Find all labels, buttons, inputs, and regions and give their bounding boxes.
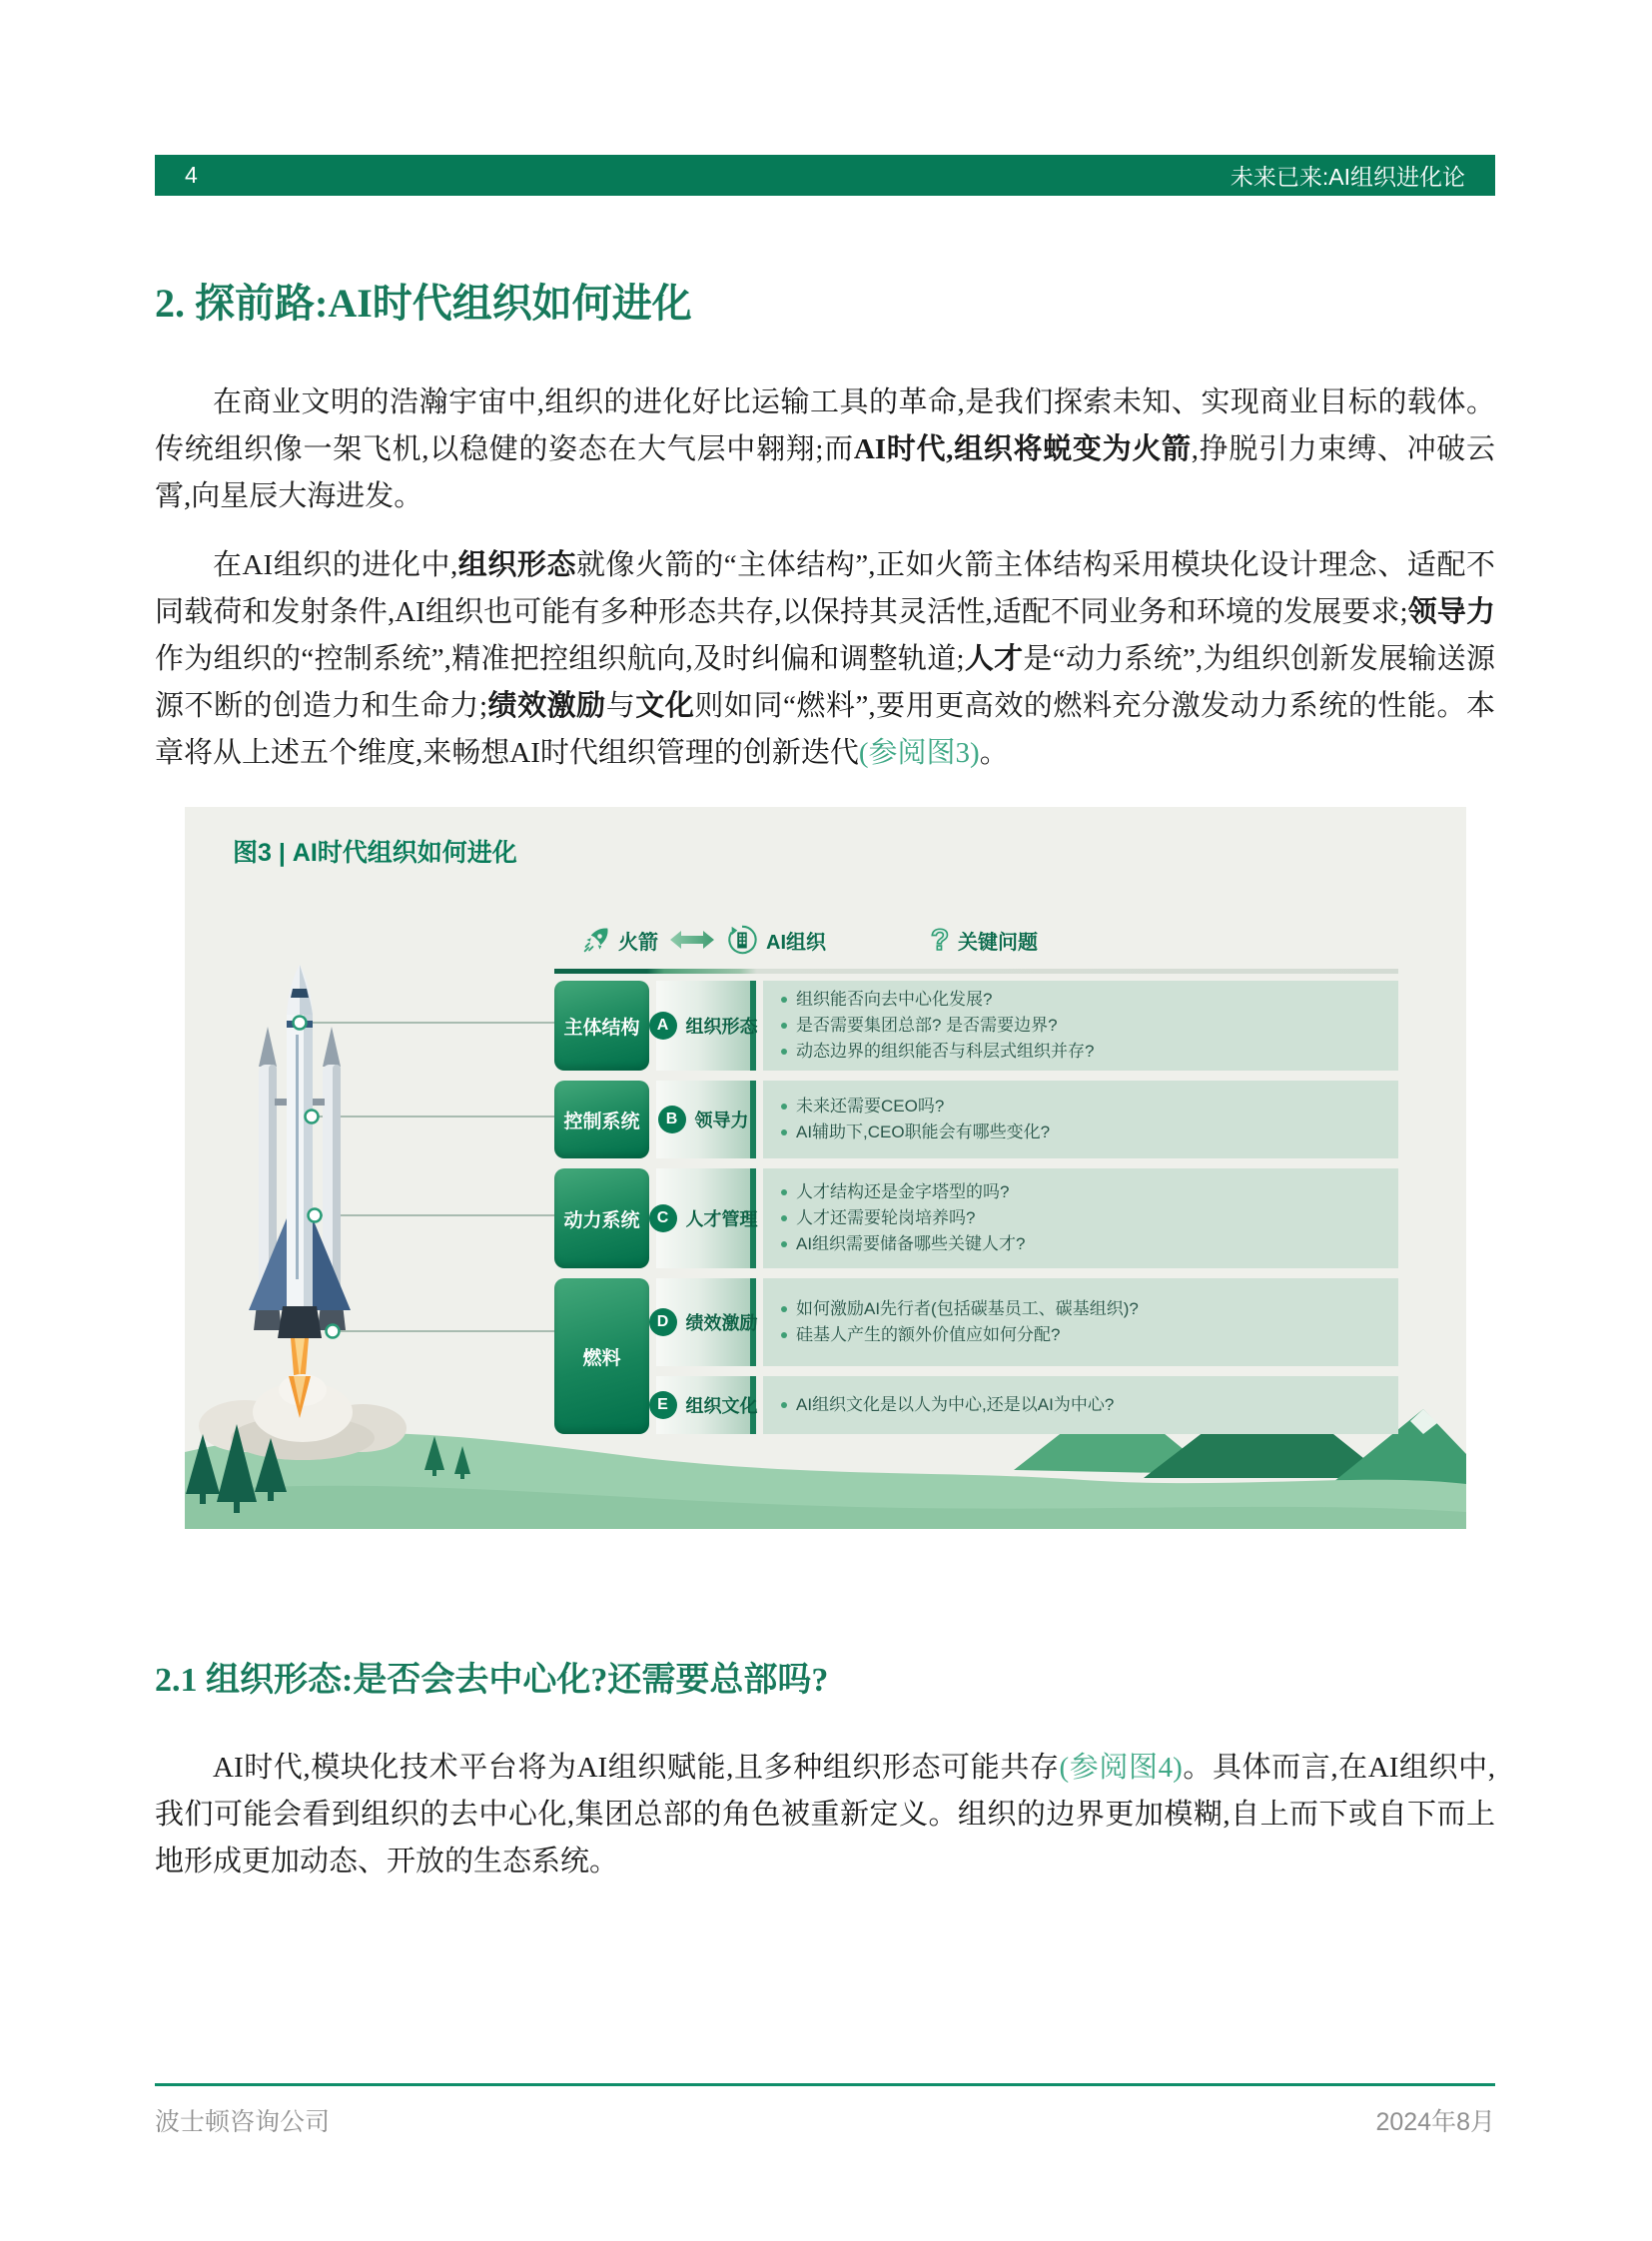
footer-date: 2024年8月 (1375, 2108, 1495, 2136)
subsection-heading: 2.1 组织形态:是否会去中心化?还需要总部吗? (155, 1662, 829, 1699)
dimension-label: 组织形态 (685, 1017, 758, 1037)
bullet-dot (781, 1241, 787, 1247)
figure-title: 图3 | AI时代组织如何进化 (233, 839, 517, 867)
question-item: AI组织需要储备哪些关键人才? (796, 1234, 1026, 1253)
bullet-dot (781, 1049, 787, 1055)
org-dimension (656, 1168, 756, 1268)
org-dimension (656, 1081, 756, 1158)
legend-org (726, 924, 826, 956)
letter-badge: A (649, 1012, 677, 1040)
question-item: 人才结构还是金字塔型的吗? (796, 1182, 1010, 1201)
dimension-label: 领导力 (694, 1111, 749, 1130)
legend-rocket (582, 926, 658, 955)
letter-badge: B (658, 1106, 686, 1133)
bullet-dot (781, 1332, 787, 1338)
bullet-dot (781, 1023, 787, 1029)
org-dimension (656, 1376, 756, 1434)
letter-badge: E (649, 1391, 677, 1419)
footer-company: 波士顿咨询公司 (155, 2108, 331, 2136)
paragraph-2: 在AI组织的进化中,组织形态就像火箭的“主体结构”,正如火箭主体结构采用模块化设计理念、适配不同载荷和发射条件,AI组织也可能有多种形态共存,以保持其灵活性,适配不同业务和环境的发展要求;领导力作为组织的“控制系统”,精准把控组织航向,及时纠偏和调整轨道;人才是“动力系统”,为组织创新发展输送源源不断的创造力和生命力;绩效激励与文化则如同“燃料”,要用更高效的燃料充分激发动力系统的性能。本章将从上述五个维度,来畅想AI时代组织管理的创新迭代(参阅图3)。 (155, 549, 1495, 769)
rocket-part-button: 主体结构 (554, 981, 649, 1071)
header-title: 未来已来:AI组织进化论 (1230, 164, 1465, 190)
rocket-icon (582, 926, 610, 954)
double-arrow-icon (670, 929, 714, 951)
organization-icon (726, 924, 758, 956)
figure-table-area (554, 915, 1398, 1434)
bullet-dot (781, 1104, 787, 1110)
figure-3 (185, 807, 1466, 1529)
key-questions-panel (763, 1278, 1398, 1366)
paragraph-1: 在商业文明的浩瀚宇宙中,组织的进化好比运输工具的革命,是我们探索未知、实现商业目标的载体。传统组织像一架飞机,以稳健的姿态在大气层中翱翔;而AI时代,组织将蜕变为火箭,挣脱引力束缚、冲破云霄,向星辰大海进发。 (155, 386, 1495, 512)
legend-questions (930, 923, 1038, 957)
rocket-part-button: 动力系统 (554, 1168, 649, 1268)
legend-questions-label: 关键问题 (958, 931, 1038, 954)
legend-rocket-label: 火箭 (618, 931, 658, 954)
letter-badge: D (649, 1308, 677, 1336)
question-item: 组织能否向去中心化发展? (796, 990, 993, 1009)
page-number: 4 (185, 162, 198, 188)
dimension-label: 组织文化 (685, 1396, 758, 1416)
bullet-dot (781, 1215, 787, 1221)
org-dimension (656, 981, 756, 1071)
question-icon (930, 923, 950, 957)
legend-org-label: AI组织 (766, 931, 826, 954)
section-heading: 2. 探前路:AI时代组织如何进化 (155, 281, 692, 326)
rocket-part-button: 燃料 (554, 1278, 649, 1434)
paragraph-3: AI时代,模块化技术平台将为AI组织赋能,且多种组织形态可能共存(参阅图4)。具体而言,在AI组织中,我们可能会看到组织的去中心化,集团总部的角色被重新定义。组织的边界更加模糊,自上而下或自下而上地形成更加动态、开放的生态系统。 (155, 1752, 1495, 1877)
org-dimension (656, 1278, 756, 1366)
question-item: 动态边界的组织能否与科层式组织并存? (796, 1042, 1095, 1061)
bullet-dot (781, 1402, 787, 1408)
key-questions-panel (763, 1081, 1398, 1158)
rocket-part-button: 控制系统 (554, 1081, 649, 1158)
bullet-dot (781, 1129, 787, 1135)
svg-text:?: ? (930, 924, 950, 957)
rocket-illustration (195, 919, 569, 1438)
letter-badge: C (649, 1204, 677, 1232)
legend-separator (554, 969, 1398, 974)
key-questions-panel (763, 1168, 1398, 1268)
figure-reference-link[interactable]: (参阅图4) (1059, 1752, 1183, 1784)
figure-reference-link[interactable]: (参阅图3) (858, 737, 980, 769)
key-questions-panel (763, 981, 1398, 1071)
footer-divider (155, 2083, 1495, 2086)
figure-legend (554, 915, 1398, 965)
question-item: 硅基人产生的额外价值应如何分配? (796, 1325, 1061, 1344)
bullet-dot (781, 997, 787, 1003)
bullet-dot (781, 1306, 787, 1312)
question-item: AI辅助下,CEO职能会有哪些变化? (796, 1122, 1051, 1141)
question-item: AI组织文化是以人为中心,还是以AI为中心? (796, 1395, 1115, 1414)
question-item: 是否需要集团总部? 是否需要边界? (796, 1016, 1058, 1035)
dimension-label: 绩效激励 (685, 1313, 758, 1333)
question-item: 人才还需要轮岗培养吗? (796, 1208, 976, 1227)
dimension-label: 人才管理 (685, 1209, 758, 1229)
page-header-bar (155, 155, 1495, 196)
page-footer (155, 2083, 1495, 2138)
content-column (155, 280, 1495, 1885)
question-item: 如何激励AI先行者(包括碳基员工、碳基组织)? (796, 1299, 1139, 1318)
key-questions-panel (763, 1376, 1398, 1434)
bullet-dot (781, 1189, 787, 1195)
figure-table (554, 981, 1398, 1434)
question-item: 未来还需要CEO吗? (796, 1097, 945, 1116)
